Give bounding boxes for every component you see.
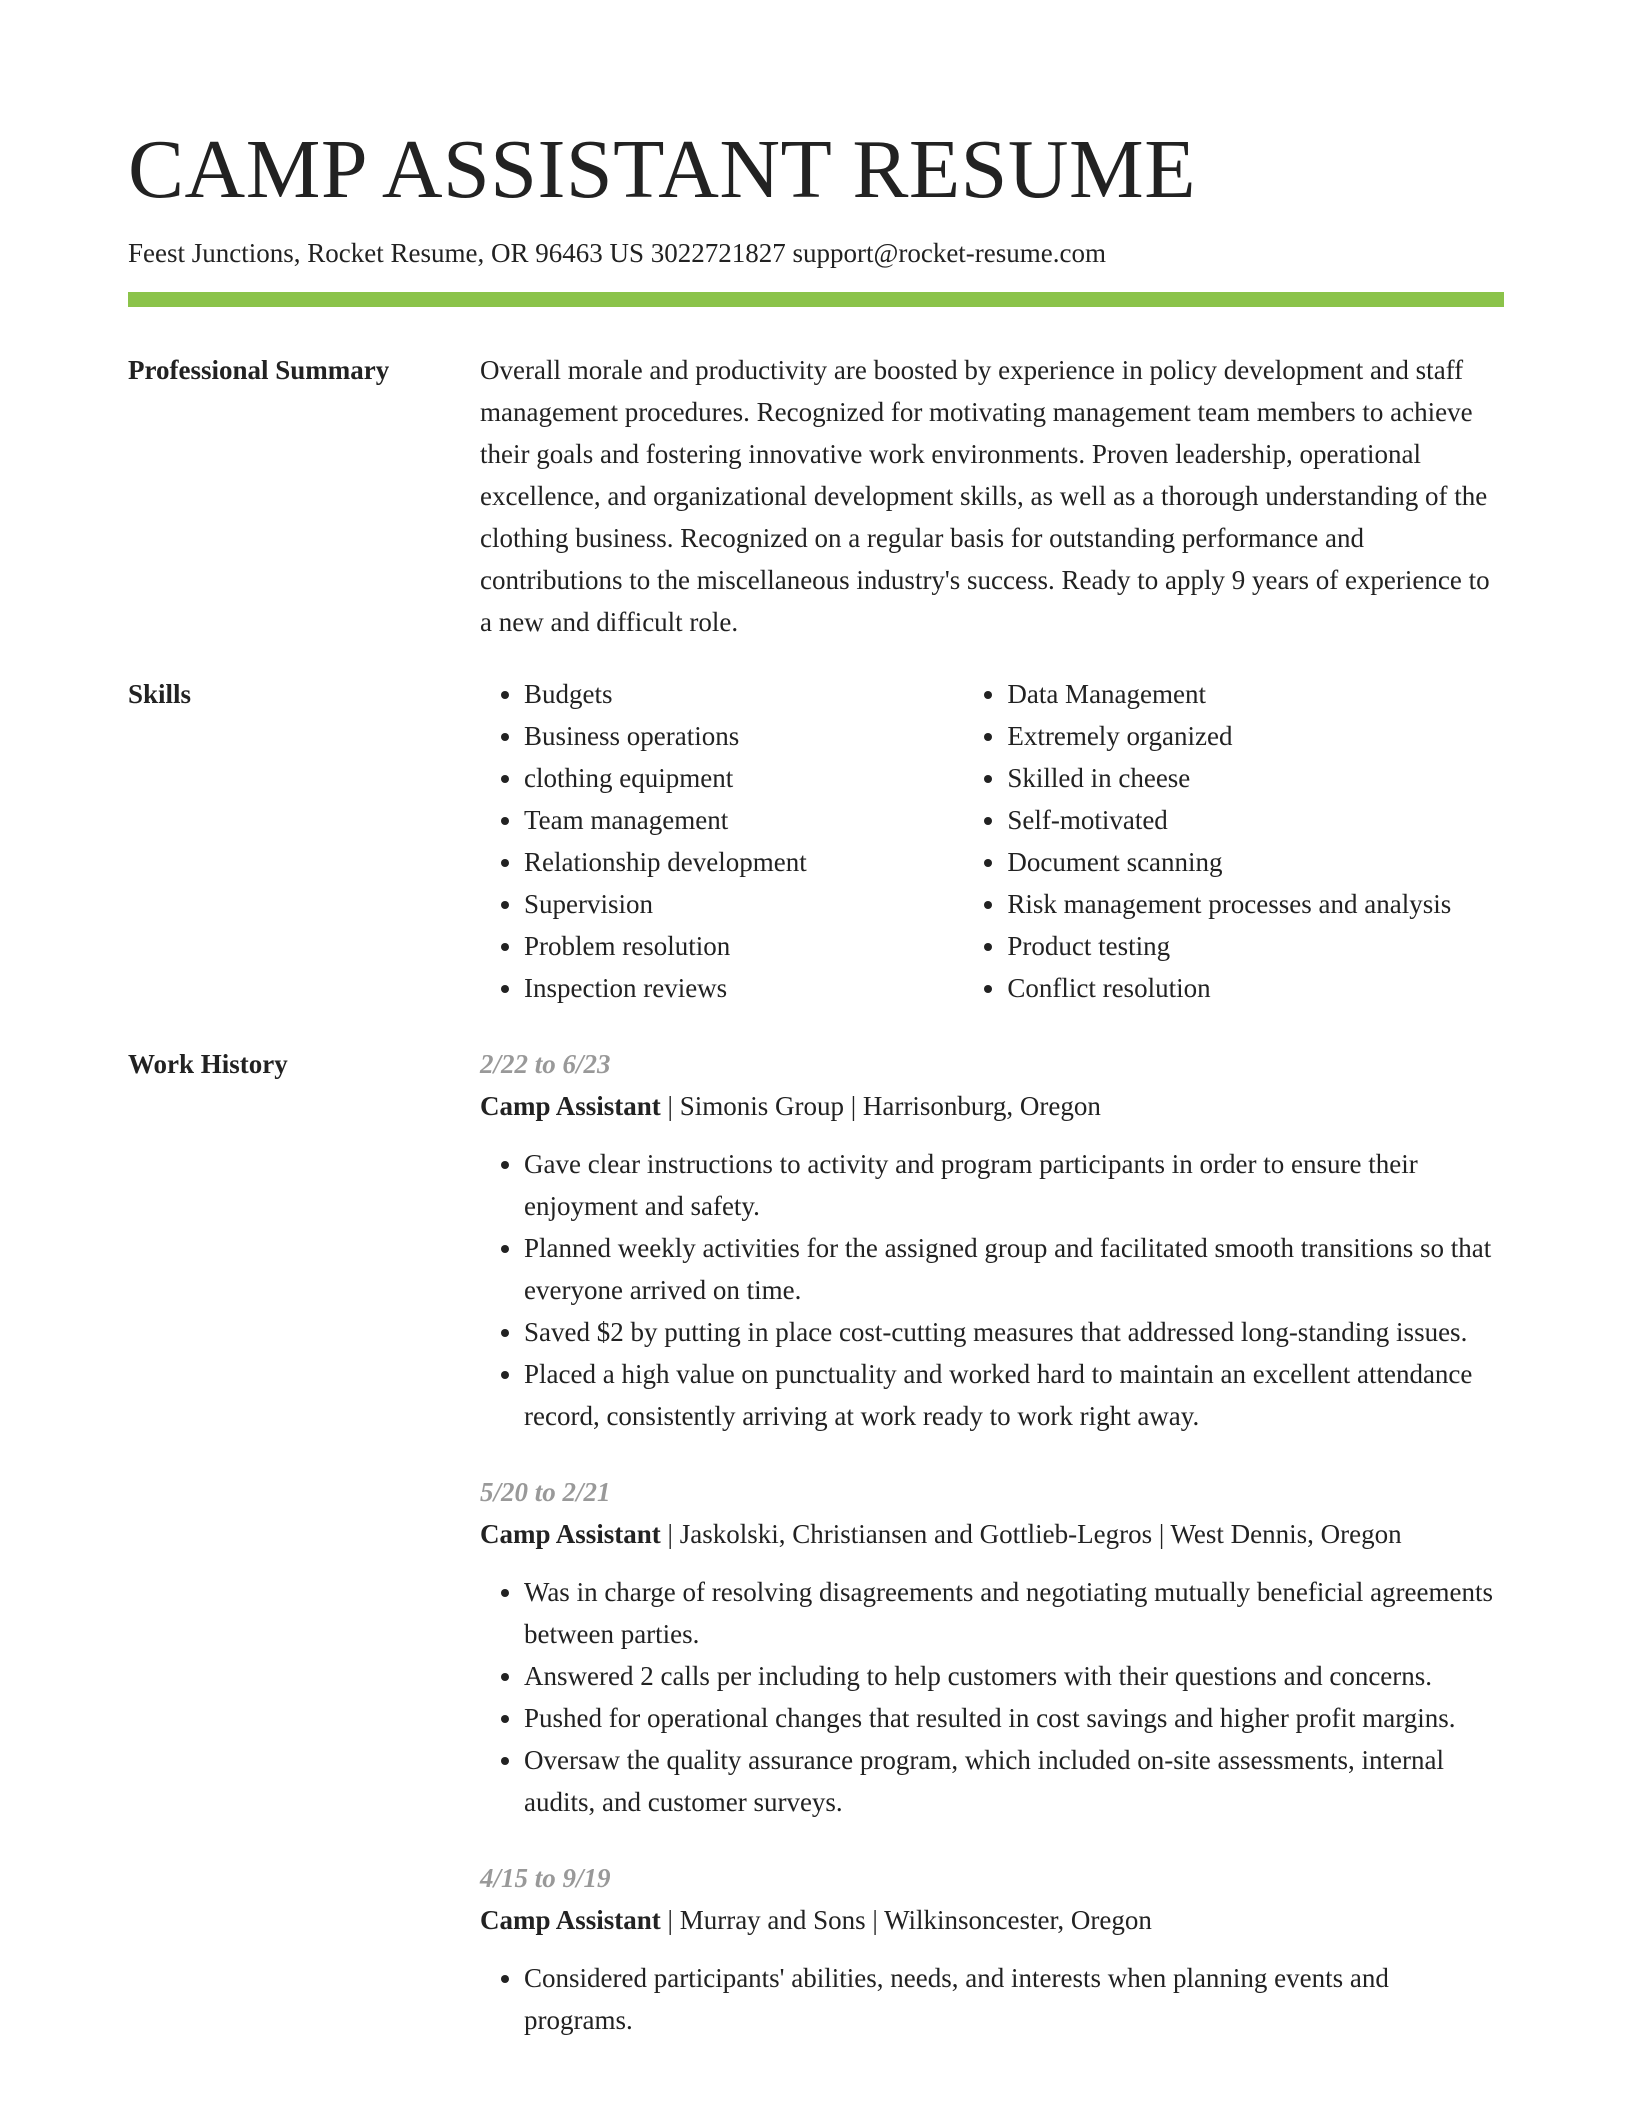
skills-list-left — [480, 673, 963, 1009]
job-bullet: • Oversaw the quality assurance program, which included on-site assessments, internal audits, and customer surveys. — [524, 1739, 1504, 1823]
resume-page — [128, 122, 1504, 2075]
job-heading — [480, 1899, 1504, 1941]
skill-item: • Self-motivated — [1007, 799, 1504, 841]
job-bullet: • Gave clear instructions to activity and program participants in order to ensure their enjoyment and safety. — [524, 1143, 1504, 1227]
skill-item: • Extremely organized — [1007, 715, 1504, 757]
contact-line: Feest Junctions, Rocket Resume, OR 96463 US 3022721827 support@rocket-resume.com — [128, 238, 1106, 268]
job-dates: 5/20 to 2/21 — [480, 1477, 611, 1507]
job-title: Camp Assistant — [480, 1091, 661, 1121]
job-title: Camp Assistant — [480, 1519, 661, 1549]
job-entry — [480, 1043, 1504, 1437]
job-details: | Murray and Sons | Wilkinsoncester, Oregon — [660, 1905, 1152, 1935]
skills-list-right — [963, 673, 1504, 1009]
skill-item: • Inspection reviews — [524, 967, 963, 1009]
skill-item: • Risk management processes and analysis — [1007, 883, 1504, 925]
job-bullets — [480, 1957, 1504, 2041]
header-divider — [128, 292, 1504, 307]
skill-item: • Skilled in cheese — [1007, 757, 1504, 799]
job-bullet: • Considered participants' abilities, needs, and interests when planning events and programs. — [524, 1957, 1504, 2041]
page-title: CAMP ASSISTANT RESUME — [128, 123, 1197, 216]
skill-item: • Problem resolution — [524, 925, 963, 967]
job-entry — [480, 1857, 1504, 2041]
job-title: Camp Assistant — [480, 1905, 661, 1935]
job-dates: 2/22 to 6/23 — [480, 1049, 611, 1079]
job-bullet: • Was in charge of resolving disagreements and negotiating mutually beneficial agreements between parties. — [524, 1571, 1504, 1655]
skill-item: • Product testing — [1007, 925, 1504, 967]
skill-item: • Business operations — [524, 715, 963, 757]
job-bullets — [480, 1571, 1504, 1823]
skill-item: • Document scanning — [1007, 841, 1504, 883]
job-heading — [480, 1513, 1504, 1555]
job-bullet: • Pushed for operational changes that resulted in cost savings and higher profit margins. — [524, 1697, 1504, 1739]
summary-text: Overall morale and productivity are boosted by experience in policy development and staff management procedures. Recognized for motivating management team members to achieve their goals and fostering innovative work environments. Proven leadership, operational excellence, and organizational development skills, as well as a thorough understanding of the clothing business. Recognized on a regular basis for outstanding performance and contributions to the miscellaneous industry's success. Ready to apply 9 years of experience to a new and difficult role. — [480, 355, 1490, 637]
skills-label: Skills — [128, 679, 192, 709]
skill-item: • Conflict resolution — [1007, 967, 1504, 1009]
summary-label: Professional Summary — [128, 355, 390, 385]
job-heading — [480, 1085, 1504, 1127]
job-bullet: • Planned weekly activities for the assigned group and facilitated smooth transitions so that everyone arrived on time. — [524, 1227, 1504, 1311]
job-bullets — [480, 1143, 1504, 1437]
work-history-section — [128, 1043, 1504, 2075]
job-details: | Simonis Group | Harrisonburg, Oregon — [660, 1091, 1101, 1121]
job-entry — [480, 1471, 1504, 1823]
work-history-label: Work History — [128, 1049, 288, 1079]
skill-item: • Supervision — [524, 883, 963, 925]
job-dates: 4/15 to 9/19 — [480, 1863, 611, 1893]
skill-item: • clothing equipment — [524, 757, 963, 799]
job-details: | Jaskolski, Christiansen and Gottlieb-Legros | West Dennis, Oregon — [660, 1519, 1402, 1549]
summary-section — [128, 349, 1504, 643]
skill-item: • Budgets — [524, 673, 963, 715]
skill-item: • Relationship development — [524, 841, 963, 883]
skills-section — [128, 673, 1504, 1009]
job-bullet: • Answered 2 calls per including to help customers with their questions and concerns. — [524, 1655, 1504, 1697]
skill-item: • Team management — [524, 799, 963, 841]
job-bullet: • Saved $2 by putting in place cost-cutting measures that addressed long-standing issues. — [524, 1311, 1504, 1353]
skill-item: • Data Management — [1007, 673, 1504, 715]
job-bullet: • Placed a high value on punctuality and worked hard to maintain an excellent attendance record, consistently arriving at work ready to work right away. — [524, 1353, 1504, 1437]
